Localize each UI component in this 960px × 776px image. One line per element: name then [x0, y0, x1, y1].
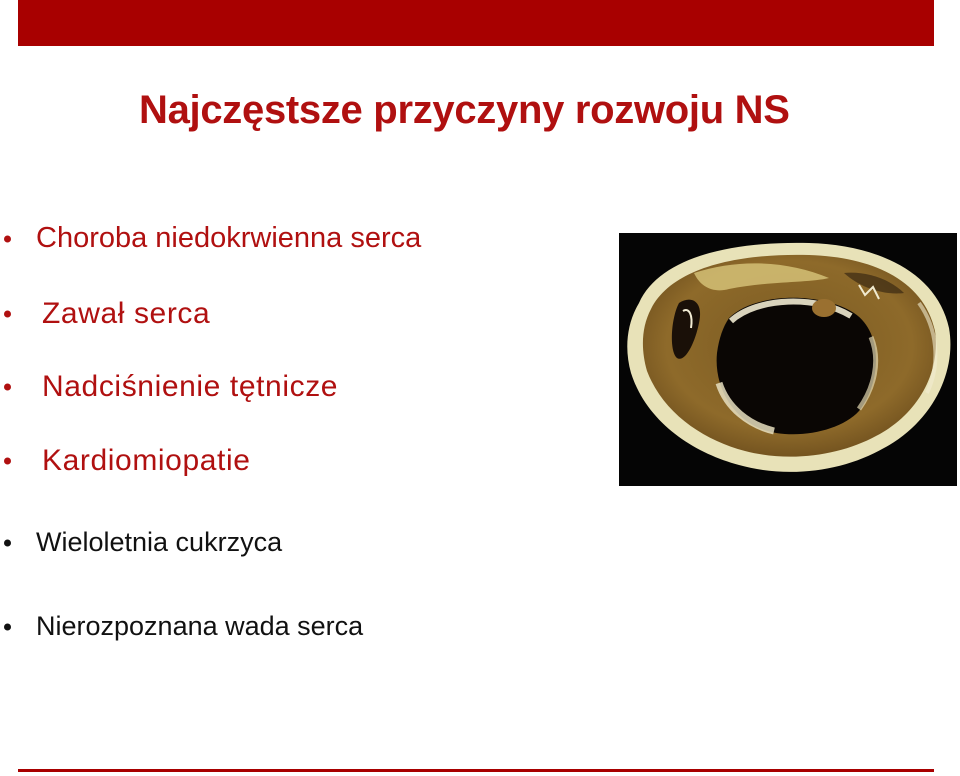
list-item-text: Nierozpoznana wada serca	[36, 611, 364, 641]
list-item	[0, 222, 421, 255]
bullet-dot-icon	[4, 235, 11, 242]
heart-photo-icon	[619, 233, 957, 486]
bullet-dot-icon	[4, 311, 11, 318]
bullet-dot-icon	[4, 458, 11, 465]
list-item	[0, 444, 251, 478]
list-item-text: Zawał serca	[42, 297, 211, 330]
list-item	[0, 527, 282, 558]
list-item	[0, 370, 338, 404]
bullet-dot-icon	[4, 623, 11, 630]
list-item-text: Wieloletnia cukrzyca	[36, 527, 283, 557]
slide-title: Najczęstsze przyczyny rozwoju NS	[139, 88, 790, 132]
bullet-dot-icon	[4, 539, 11, 546]
list-item-text: Nadciśnienie tętnicze	[42, 370, 339, 403]
list-item	[0, 611, 363, 642]
bottom-accent-line	[18, 769, 934, 772]
top-accent-bar	[18, 0, 934, 46]
bullet-dot-icon	[4, 384, 11, 391]
list-item	[0, 297, 210, 331]
list-item-text: Choroba niedokrwienna serca	[36, 222, 422, 254]
list-item-text: Kardiomiopatie	[42, 444, 251, 477]
heart-cross-section-photo	[619, 233, 957, 486]
